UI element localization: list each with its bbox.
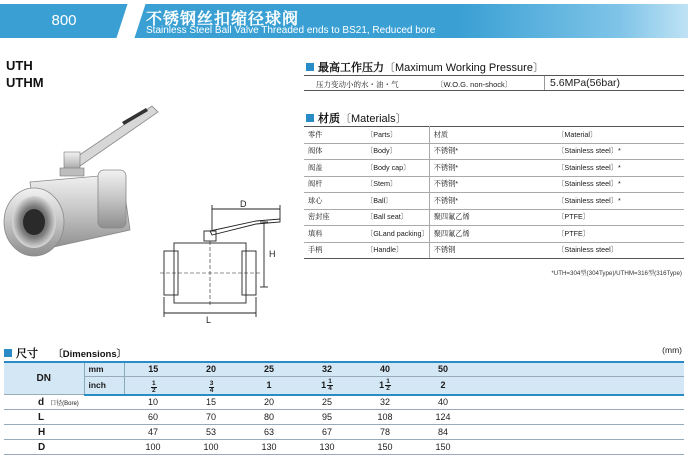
part-en: 〔Handle〕 <box>362 242 429 259</box>
part-en: 〔GLand packing〕 <box>362 226 429 243</box>
square-bullet-icon <box>4 349 12 357</box>
dimension-value: 100 <box>124 440 182 455</box>
pressure-table <box>304 75 684 91</box>
dimension-value: 32 <box>356 395 414 410</box>
dimension-row-d <box>4 440 684 455</box>
pressure-condition-cn: 压力变动小的水・油・气 <box>316 80 399 89</box>
square-bullet-icon <box>306 114 314 122</box>
materials-section-title: 材质〔Materials〕 <box>306 110 407 126</box>
dimension-value: 95 <box>298 410 356 425</box>
dimension-label: H <box>4 425 124 440</box>
pressure-value: 5.6MPa(56bar) <box>550 77 621 89</box>
dimension-label: L <box>4 410 124 425</box>
dn-mm-value: 25 <box>240 362 298 376</box>
valve-photo <box>0 100 165 270</box>
dn-mm-value: 32 <box>298 362 356 376</box>
part-en: 〔Parts〕 <box>362 127 429 144</box>
dimension-value: 130 <box>298 440 356 455</box>
dn-mm-value: 20 <box>182 362 240 376</box>
dimensions-section-title: 尺寸 〔Dimensions〕 <box>4 345 126 361</box>
material-en: 〔Material〕 <box>553 127 684 144</box>
materials-row <box>304 242 684 259</box>
dimensions-table <box>4 361 684 455</box>
material-en: 〔PTFE〕 <box>553 226 684 243</box>
dn-mm-value: 15 <box>124 362 182 376</box>
material-en: 〔Stainless steel〕* <box>553 160 684 177</box>
part-cn: 手柄 <box>304 242 362 259</box>
part-cn: 阀盖 <box>304 160 362 177</box>
dimension-label: D <box>4 440 124 455</box>
dimension-value: 53 <box>182 425 240 440</box>
dimension-value: 67 <box>298 425 356 440</box>
material-cn: 聚四氟乙烯 <box>429 209 553 226</box>
material-en: 〔Stainless steel〕* <box>553 143 684 160</box>
dn-inch-value: 1 1 2 <box>356 376 414 395</box>
part-cn: 填料 <box>304 226 362 243</box>
materials-row <box>304 193 684 210</box>
dn-label: DN <box>4 362 84 395</box>
dimension-drawing <box>160 195 285 325</box>
part-en: 〔Ball〕 <box>362 193 429 210</box>
mm-label: mm <box>84 362 124 376</box>
part-en: 〔Body〕 <box>362 143 429 160</box>
dimension-label: d 口径(Bore) <box>4 395 124 410</box>
material-en: 〔Stainless steel〕* <box>553 176 684 193</box>
materials-row <box>304 226 684 243</box>
model-uth: UTH <box>6 58 33 73</box>
h-label: H <box>269 249 276 259</box>
dn-inch-value: 2 <box>414 376 472 395</box>
part-en: 〔Stem〕 <box>362 176 429 193</box>
dimension-value: 100 <box>182 440 240 455</box>
dimension-value: 80 <box>240 410 298 425</box>
dim-header-mm-row <box>4 362 684 376</box>
material-cn: 不锈钢* <box>429 193 553 210</box>
dn-inch-value: 1 1 4 <box>298 376 356 395</box>
dimension-value: 15 <box>182 395 240 410</box>
dimension-value: 20 <box>240 395 298 410</box>
part-cn: 密封座 <box>304 209 362 226</box>
pressure-section-title: 最高工作压力〔Maximum Working Pressure〕 <box>306 59 544 75</box>
material-cn: 不锈钢* <box>429 143 553 160</box>
material-cn: 不锈钢 <box>429 242 553 259</box>
material-en: 〔PTFE〕 <box>553 209 684 226</box>
materials-row <box>304 209 684 226</box>
bore-note: 口径(Bore) <box>50 400 79 407</box>
materials-note: *UTH=304型(304Type)/UTHM=316型(316Type) <box>551 270 682 277</box>
material-cn: 不锈钢* <box>429 176 553 193</box>
material-en: 〔Stainless steel〕 <box>553 242 684 259</box>
dimension-value: 10 <box>124 395 182 410</box>
dimension-value: 124 <box>414 410 472 425</box>
page-title-cn: 不锈钢丝扣缩径球阀 <box>146 11 300 28</box>
dim-header-inch-row <box>4 376 684 395</box>
dimension-value: 130 <box>240 440 298 455</box>
dn-inch-value: 1 <box>240 376 298 395</box>
materials-row <box>304 127 684 144</box>
part-cn: 零件 <box>304 127 362 144</box>
d-label: D <box>240 199 247 209</box>
inch-label: inch <box>84 376 124 395</box>
materials-row <box>304 143 684 160</box>
materials-row <box>304 176 684 193</box>
model-uthm: UTHM <box>6 75 44 90</box>
dn-mm-value: 40 <box>356 362 414 376</box>
dimension-value: 78 <box>356 425 414 440</box>
dimension-value: 84 <box>414 425 472 440</box>
l-label: L <box>206 315 212 325</box>
dimension-row-l <box>4 410 684 425</box>
material-cn: 不锈钢* <box>429 160 553 177</box>
material-en: 〔Stainless steel〕* <box>553 193 684 210</box>
handle-lever <box>72 106 158 166</box>
dimension-value: 150 <box>356 440 414 455</box>
dn-inch-value: 1 2 <box>124 376 182 395</box>
dimension-value: 47 <box>124 425 182 440</box>
dn-inch-value: 3 4 <box>182 376 240 395</box>
header-band-fade <box>460 4 688 38</box>
dimension-value: 63 <box>240 425 298 440</box>
catalog-number: 800 <box>51 12 77 29</box>
dimension-value: 25 <box>298 395 356 410</box>
dimension-value: 150 <box>414 440 472 455</box>
dimension-row-d <box>4 395 684 410</box>
dimensions-unit: (mm) <box>662 345 682 355</box>
part-en: 〔Body cap〕 <box>362 160 429 177</box>
materials-table <box>304 126 684 259</box>
material-cn: 聚四氟乙烯 <box>429 226 553 243</box>
dimension-row-h <box>4 425 684 440</box>
dimension-value: 60 <box>124 410 182 425</box>
part-en: 〔Ball seat〕 <box>362 209 429 226</box>
part-cn: 阀杆 <box>304 176 362 193</box>
dimension-value: 70 <box>182 410 240 425</box>
dimension-value: 40 <box>414 395 472 410</box>
square-bullet-icon <box>306 63 314 71</box>
page-title-en: Stainless Steel Ball Valve Threaded ends to BS21, Reduced bore <box>146 25 436 36</box>
dn-mm-value: 50 <box>414 362 472 376</box>
part-cn: 阀体 <box>304 143 362 160</box>
material-cn: 材质 <box>429 127 553 144</box>
part-cn: 球心 <box>304 193 362 210</box>
pressure-condition-en: 〔W.O.G. non-shock〕 <box>436 80 513 89</box>
materials-row <box>304 160 684 177</box>
dimension-value: 108 <box>356 410 414 425</box>
